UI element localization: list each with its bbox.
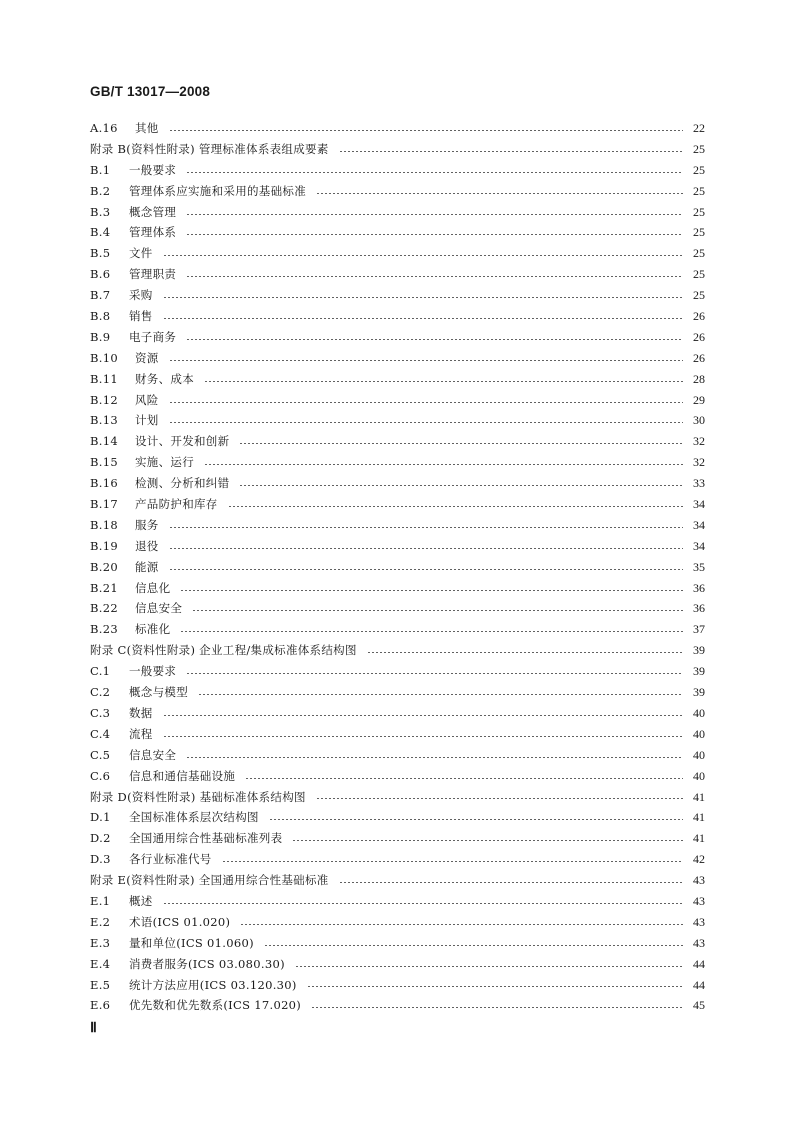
toc-entry-label (90, 870, 329, 891)
toc-entry[interactable] (90, 787, 705, 808)
toc-entry-page: 28 (693, 371, 705, 386)
dot-leader (169, 527, 683, 528)
dot-leader (186, 172, 683, 173)
page-number: Ⅱ (90, 1021, 97, 1036)
toc-entry-number: B.18 (90, 517, 118, 532)
toc-entry-label (90, 160, 176, 181)
toc-entry-label (90, 661, 176, 682)
toc-entry-label (90, 536, 159, 557)
toc-entry-label (90, 118, 159, 139)
toc-entry-number: B.6 (90, 267, 111, 282)
toc-entry-page: 43 (693, 914, 705, 929)
toc-entry[interactable] (90, 473, 705, 494)
toc-entry-title: 信息化 (135, 580, 171, 595)
toc-entry-page: 40 (693, 768, 705, 783)
toc-entry[interactable] (90, 995, 705, 1016)
dot-leader (169, 569, 683, 570)
toc-entry[interactable] (90, 912, 705, 933)
dot-leader (240, 924, 683, 925)
toc-entry-label (90, 452, 194, 473)
toc-entry-label (90, 578, 170, 599)
dot-leader (169, 360, 683, 361)
dot-leader (163, 297, 683, 298)
toc-entry-label (90, 933, 254, 954)
toc-entry[interactable] (90, 431, 705, 452)
toc-entry-number: B.1 (90, 162, 111, 177)
dot-leader (316, 798, 683, 799)
standard-number: GB/T 13017—2008 (90, 84, 211, 99)
toc-entry-page: 32 (693, 434, 705, 449)
toc-entry-label (90, 640, 357, 661)
toc-entry[interactable] (90, 598, 705, 619)
toc-entry-page: 22 (693, 121, 705, 135)
toc-entry-label (90, 348, 159, 369)
toc-entry-number: B.17 (90, 497, 118, 512)
toc-entry-number: B.11 (90, 371, 118, 386)
dot-leader (186, 214, 683, 215)
toc-entry-title: 能源 (135, 559, 159, 574)
toc-entry-title: 优先数和优先数系(ICS 17.020) (129, 998, 302, 1013)
toc-entry-number: E.5 (90, 977, 111, 992)
dot-leader (180, 631, 683, 632)
dot-leader (163, 736, 683, 737)
dot-leader (186, 757, 683, 758)
toc-entry-label (90, 264, 176, 285)
toc-entry[interactable] (90, 954, 705, 975)
toc-entry-number: B.12 (90, 392, 118, 407)
toc-entry-number: B.2 (90, 183, 111, 198)
toc-entry-label (90, 724, 153, 745)
toc-entry-title: 电子商务 (129, 329, 177, 344)
toc-entry-title: 采购 (129, 288, 153, 303)
dot-leader (163, 318, 683, 319)
dot-leader (264, 945, 683, 946)
toc-entry-page: 25 (693, 162, 705, 177)
toc-entry-number: D.1 (90, 810, 111, 825)
toc-entry-number: D.2 (90, 831, 111, 846)
toc-entry[interactable] (90, 306, 705, 327)
toc-entry-title: 服务 (135, 517, 159, 532)
toc-entry-number: B.21 (90, 580, 118, 595)
toc-entry[interactable] (90, 327, 705, 348)
toc-entry-page: 34 (693, 538, 705, 553)
dot-leader (169, 548, 683, 549)
toc-entry-number: C.1 (90, 664, 111, 679)
toc-entry-label (90, 181, 306, 202)
toc-entry-number: E.2 (90, 914, 111, 929)
toc-entry-page: 26 (693, 329, 705, 344)
toc-entry-page: 34 (693, 517, 705, 532)
toc-entry-title: 数据 (129, 705, 153, 720)
toc-entry-label (90, 995, 301, 1016)
toc-entry-title: 全国通用综合性基础标准列表 (129, 831, 283, 846)
toc-entry-label (90, 473, 229, 494)
toc-entry-page: 36 (693, 601, 705, 616)
dot-leader (186, 339, 683, 340)
toc-entry[interactable] (90, 160, 705, 181)
toc-entry-title: 其他 (135, 121, 159, 135)
toc-entry[interactable] (90, 348, 705, 369)
dot-leader (163, 903, 683, 904)
toc-entry-title: 一般要求 (129, 664, 177, 679)
toc-entry[interactable] (90, 619, 705, 640)
toc-entry-page: 43 (693, 873, 705, 888)
toc-entry[interactable] (90, 369, 705, 390)
toc-entry-number: B.9 (90, 329, 111, 344)
toc-entry-page: 29 (693, 392, 705, 407)
toc-entry-page: 40 (693, 705, 705, 720)
dot-leader (239, 443, 683, 444)
dot-leader (339, 882, 683, 883)
toc-entry-number: C.5 (90, 747, 111, 762)
toc-entry-title: 资源 (135, 350, 159, 365)
toc-entry-page: 25 (693, 288, 705, 303)
toc-entry-title: 管理职责 (129, 267, 177, 282)
dot-leader (311, 1007, 683, 1008)
toc-entry-number: B.10 (90, 350, 118, 365)
toc-entry-page: 26 (693, 350, 705, 365)
toc-entry[interactable] (90, 578, 705, 599)
toc-entry-number: C.2 (90, 685, 111, 700)
toc-entry-page: 32 (693, 455, 705, 470)
toc-entry-page: 40 (693, 726, 705, 741)
toc-entry-page: 25 (693, 267, 705, 282)
dot-leader (367, 652, 683, 653)
toc-entry-title: 全国标准体系层次结构图 (129, 810, 259, 825)
toc-entry-page: 37 (693, 622, 705, 637)
toc-entry-label (90, 431, 229, 452)
toc-entry-label (90, 202, 176, 223)
toc-entry-page: 43 (693, 935, 705, 950)
toc-entry-page: 36 (693, 580, 705, 595)
toc-entry-page: 26 (693, 309, 705, 324)
toc-entry-number: A.16 (90, 121, 118, 135)
toc-entry-label (90, 703, 153, 724)
toc-entry[interactable] (90, 661, 705, 682)
toc-entry-title: 量和单位(ICS 01.060) (129, 935, 254, 950)
toc-entry-number: E.1 (90, 893, 111, 908)
dot-leader (295, 966, 683, 967)
toc-entry-title: 退役 (135, 538, 159, 553)
toc-entry[interactable] (90, 870, 705, 891)
dot-leader (192, 610, 683, 611)
toc-entry[interactable] (90, 557, 705, 578)
toc-entry-label (90, 682, 188, 703)
toc-entry-page: 45 (693, 998, 705, 1013)
toc-entry-label (90, 390, 159, 411)
toc-entry-number: B.3 (90, 204, 111, 219)
toc-entry-page: 42 (693, 852, 705, 867)
toc-entry[interactable] (90, 410, 705, 431)
toc-entry-label (90, 766, 235, 787)
toc-entry[interactable] (90, 891, 705, 912)
dot-leader (339, 151, 683, 152)
toc-entry-title: 概念与模型 (129, 685, 188, 700)
toc-entry-number: B.22 (90, 601, 118, 616)
toc-entry[interactable] (90, 766, 705, 787)
toc-entry-label (90, 306, 153, 327)
toc-entry[interactable] (90, 536, 705, 557)
toc-entry-number: E.4 (90, 956, 111, 971)
toc-entry[interactable] (90, 222, 705, 243)
toc-entry[interactable] (90, 118, 705, 139)
toc-entry-title: 流程 (129, 726, 153, 741)
toc-entry-title: 概念管理 (129, 204, 177, 219)
toc-entry-page: 41 (693, 810, 705, 825)
toc-entry-page: 25 (693, 141, 705, 156)
toc-entry-title: 信息安全 (129, 747, 177, 762)
toc-entry-label (90, 807, 259, 828)
toc-entry-number: E.3 (90, 935, 111, 950)
toc-entry[interactable] (90, 285, 705, 306)
toc-entry-title: 附录 C(资料性附录) 企业工程/集成标准体系结构图 (90, 643, 357, 658)
toc-entry-title: 文件 (129, 246, 153, 261)
toc-entry-title: 设计、开发和创新 (135, 434, 230, 449)
toc-entry-number: B.13 (90, 413, 118, 428)
dot-leader (228, 506, 683, 507)
toc-entry-label (90, 222, 176, 243)
toc-entry-page: 35 (693, 559, 705, 574)
toc-entry-label (90, 598, 182, 619)
toc-entry-title: 产品防护和库存 (135, 497, 218, 512)
toc-entry-title: 标准化 (135, 622, 171, 637)
toc-entry-label (90, 410, 159, 431)
toc-entry-title: 概述 (129, 893, 153, 908)
toc-entry[interactable] (90, 807, 705, 828)
toc-entry-title: 计划 (135, 413, 159, 428)
toc-entry-title: 管理体系应实施和采用的基础标准 (129, 183, 306, 198)
dot-leader (222, 861, 683, 862)
dot-leader (186, 276, 683, 277)
toc-entry-title: 附录 D(资料性附录) 基础标准体系结构图 (90, 789, 306, 804)
toc-entry-number: B.8 (90, 309, 111, 324)
toc-entry[interactable] (90, 264, 705, 285)
dot-leader (316, 193, 683, 194)
toc-entry-title: 销售 (129, 309, 153, 324)
dot-leader (204, 381, 683, 382)
table-of-contents (90, 118, 705, 1016)
toc-entry-page: 33 (693, 476, 705, 491)
toc-entry-number: C.6 (90, 768, 111, 783)
toc-entry-page: 40 (693, 747, 705, 762)
toc-entry[interactable] (90, 640, 705, 661)
dot-leader (169, 130, 683, 131)
toc-entry-page: 25 (693, 225, 705, 240)
toc-entry-label (90, 557, 159, 578)
toc-entry-page: 39 (693, 685, 705, 700)
toc-entry-number: B.5 (90, 246, 111, 261)
toc-entry[interactable] (90, 139, 705, 160)
toc-entry[interactable] (90, 243, 705, 264)
toc-entry-title: 各行业标准代号 (129, 852, 212, 867)
toc-entry[interactable] (90, 515, 705, 536)
toc-entry-page: 43 (693, 893, 705, 908)
toc-entry-title: 信息安全 (135, 601, 183, 616)
dot-leader (186, 234, 683, 235)
toc-entry-number: C.3 (90, 705, 111, 720)
toc-entry-page: 39 (693, 643, 705, 658)
toc-entry-number: B.15 (90, 455, 118, 470)
toc-entry[interactable] (90, 452, 705, 473)
toc-entry-number: B.19 (90, 538, 118, 553)
toc-entry[interactable] (90, 703, 705, 724)
toc-entry-page: 44 (693, 956, 705, 971)
toc-entry-title: 一般要求 (129, 162, 177, 177)
toc-entry-label (90, 828, 282, 849)
toc-entry-label (90, 912, 230, 933)
toc-entry-label (90, 745, 176, 766)
toc-entry[interactable] (90, 390, 705, 411)
toc-entry-label (90, 285, 153, 306)
toc-entry-label (90, 954, 285, 975)
toc-entry[interactable] (90, 494, 705, 515)
toc-entry-page: 34 (693, 497, 705, 512)
toc-entry-number: E.6 (90, 998, 111, 1013)
toc-entry-page: 39 (693, 664, 705, 679)
toc-entry-label (90, 787, 306, 808)
dot-leader (169, 402, 683, 403)
toc-entry-label (90, 139, 329, 160)
toc-entry[interactable] (90, 724, 705, 745)
dot-leader (180, 590, 683, 591)
dot-leader (186, 673, 683, 674)
toc-entry-title: 财务、成本 (135, 371, 194, 386)
toc-entry-label (90, 619, 170, 640)
toc-entry-number: B.16 (90, 476, 118, 491)
toc-entry-number: D.3 (90, 852, 111, 867)
toc-entry[interactable] (90, 181, 705, 202)
toc-entry-title: 信息和通信基础设施 (129, 768, 236, 783)
toc-entry-label (90, 849, 212, 870)
toc-entry-title: 附录 B(资料性附录) 管理标准体系表组成要素 (90, 141, 329, 156)
toc-entry-title: 附录 E(资料性附录) 全国通用综合性基础标准 (90, 873, 329, 888)
dot-leader (163, 255, 683, 256)
toc-entry-number: B.23 (90, 622, 118, 637)
toc-entry-label (90, 243, 153, 264)
toc-entry-number: B.7 (90, 288, 111, 303)
toc-entry-page: 25 (693, 246, 705, 261)
toc-entry-label (90, 515, 159, 536)
toc-entry-title: 统计方法应用(ICS 03.120.30) (129, 977, 297, 992)
dot-leader (292, 840, 683, 841)
toc-entry-number: B.4 (90, 225, 111, 240)
toc-entry-label (90, 891, 153, 912)
toc-entry[interactable] (90, 828, 705, 849)
toc-entry-page: 25 (693, 204, 705, 219)
dot-leader (269, 819, 683, 820)
toc-entry-number: B.20 (90, 559, 118, 574)
toc-entry-title: 实施、运行 (135, 455, 194, 470)
toc-entry-label (90, 494, 218, 515)
toc-entry-page: 44 (693, 977, 705, 992)
toc-entry-number: C.4 (90, 726, 111, 741)
toc-entry[interactable] (90, 975, 705, 996)
toc-entry-title: 风险 (135, 392, 159, 407)
dot-leader (198, 694, 683, 695)
toc-entry[interactable] (90, 682, 705, 703)
toc-entry-label (90, 327, 176, 348)
toc-entry[interactable] (90, 849, 705, 870)
toc-entry[interactable] (90, 202, 705, 223)
toc-entry-page: 25 (693, 183, 705, 198)
toc-entry-label (90, 975, 297, 996)
toc-entry-title: 消费者服务(ICS 03.080.30) (129, 956, 285, 971)
dot-leader (245, 778, 683, 779)
toc-entry-page: 30 (693, 413, 705, 428)
toc-entry-title: 管理体系 (129, 225, 177, 240)
dot-leader (239, 485, 683, 486)
toc-entry-title: 检测、分析和纠错 (135, 476, 230, 491)
toc-entry-title: 术语(ICS 01.020) (129, 914, 231, 929)
dot-leader (307, 986, 683, 987)
dot-leader (169, 422, 683, 423)
dot-leader (163, 715, 683, 716)
toc-entry[interactable] (90, 933, 705, 954)
dot-leader (204, 464, 683, 465)
toc-entry-number: B.14 (90, 434, 118, 449)
toc-entry-page: 41 (693, 789, 705, 804)
toc-entry-label (90, 369, 194, 390)
toc-entry-page: 41 (693, 831, 705, 846)
toc-entry[interactable] (90, 745, 705, 766)
